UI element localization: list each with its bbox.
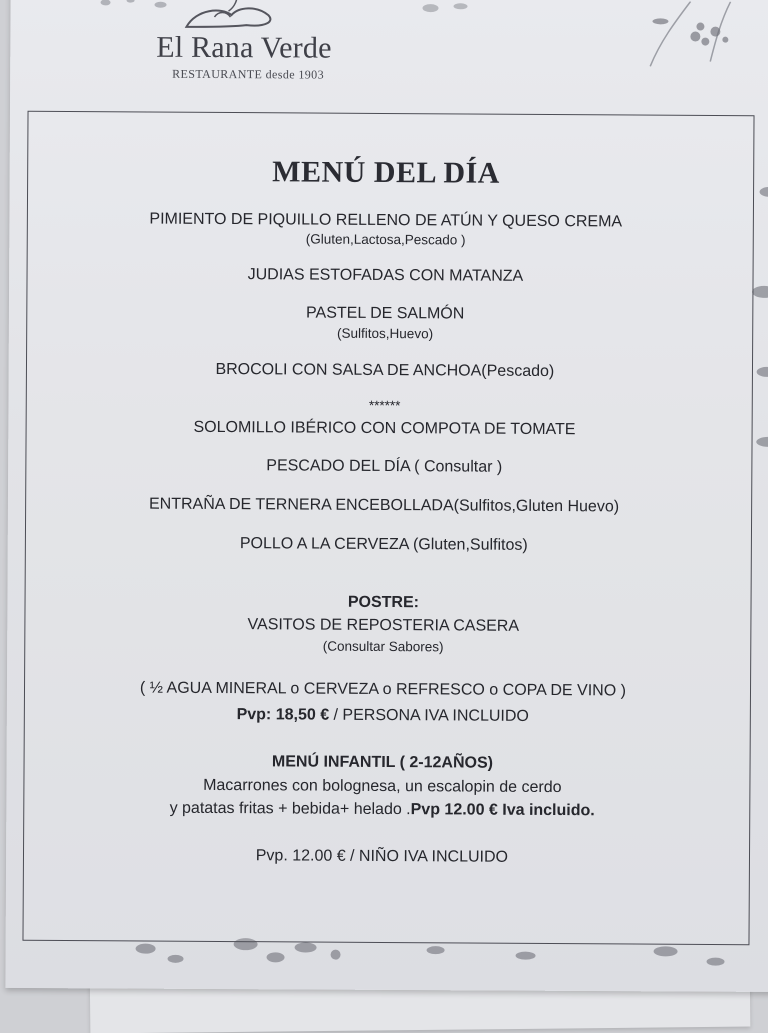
starter-4: BROCOLI CON SALSA DE ANCHOA(Pescado) xyxy=(215,360,555,381)
menu-price-detail: / PERSONA IVA INCLUIDO xyxy=(329,706,529,725)
menu-price-amount: Pvp: 18,50 € xyxy=(236,706,330,724)
course-separator: ****** xyxy=(368,397,401,414)
main-3: ENTRAÑA DE TERNERA ENCEBOLLADA(Sulfitos,Gluten Huevo) xyxy=(148,495,620,516)
kids-menu-line-1: Macarrones con bolognesa, un escalopin de cerdo xyxy=(203,776,562,797)
starter-3-allergens: (Sulfitos,Huevo) xyxy=(337,325,434,342)
starter-1: PIMIENTO DE PIQUILLO RELLENO DE ATÚN Y QUESO CREMA xyxy=(149,210,623,231)
starter-2: JUDIAS ESTOFADAS CON MATANZA xyxy=(247,266,524,285)
dessert-heading: POSTRE: xyxy=(347,593,420,612)
kids-menu-heading: MENÚ INFANTIL ( 2-12AÑOS) xyxy=(271,753,494,772)
dessert-item: VASITOS DE REPOSTERIA CASERA xyxy=(247,616,520,635)
restaurant-name: El Rana Verde xyxy=(156,30,332,65)
main-1: SOLOMILLO IBÉRICO CON COMPOTA DE TOMATE xyxy=(193,418,576,439)
menu-price xyxy=(0,705,767,728)
kids-menu-line-2 xyxy=(0,799,766,822)
menu-title: MENÚ DEL DÍA xyxy=(272,155,501,190)
restaurant-tagline: RESTAURANTE desde 1903 xyxy=(172,66,325,82)
kids-menu-items: y patatas fritas + bebida+ helado . xyxy=(169,799,411,819)
kids-menu-inline-price: Pvp 12.00 € Iva incluido. xyxy=(410,801,595,820)
kids-menu-price: Pvp. 12.00 € / NIÑO IVA INCLUIDO xyxy=(255,847,509,866)
main-4: POLLO A LA CERVEZA (Gluten,Sulfitos) xyxy=(239,535,528,554)
drinks-included: ( ½ AGUA MINERAL o CERVEZA o REFRESCO o COPA DE VINO ) xyxy=(139,679,626,700)
starter-1-allergens: (Gluten,Lactosa,Pescado ) xyxy=(305,231,466,248)
starter-3: PASTEL DE SALMÓN xyxy=(306,304,465,323)
main-2: PESCADO DEL DÍA ( Consultar ) xyxy=(266,457,503,476)
dessert-note: (Consultar Sabores) xyxy=(322,638,444,655)
